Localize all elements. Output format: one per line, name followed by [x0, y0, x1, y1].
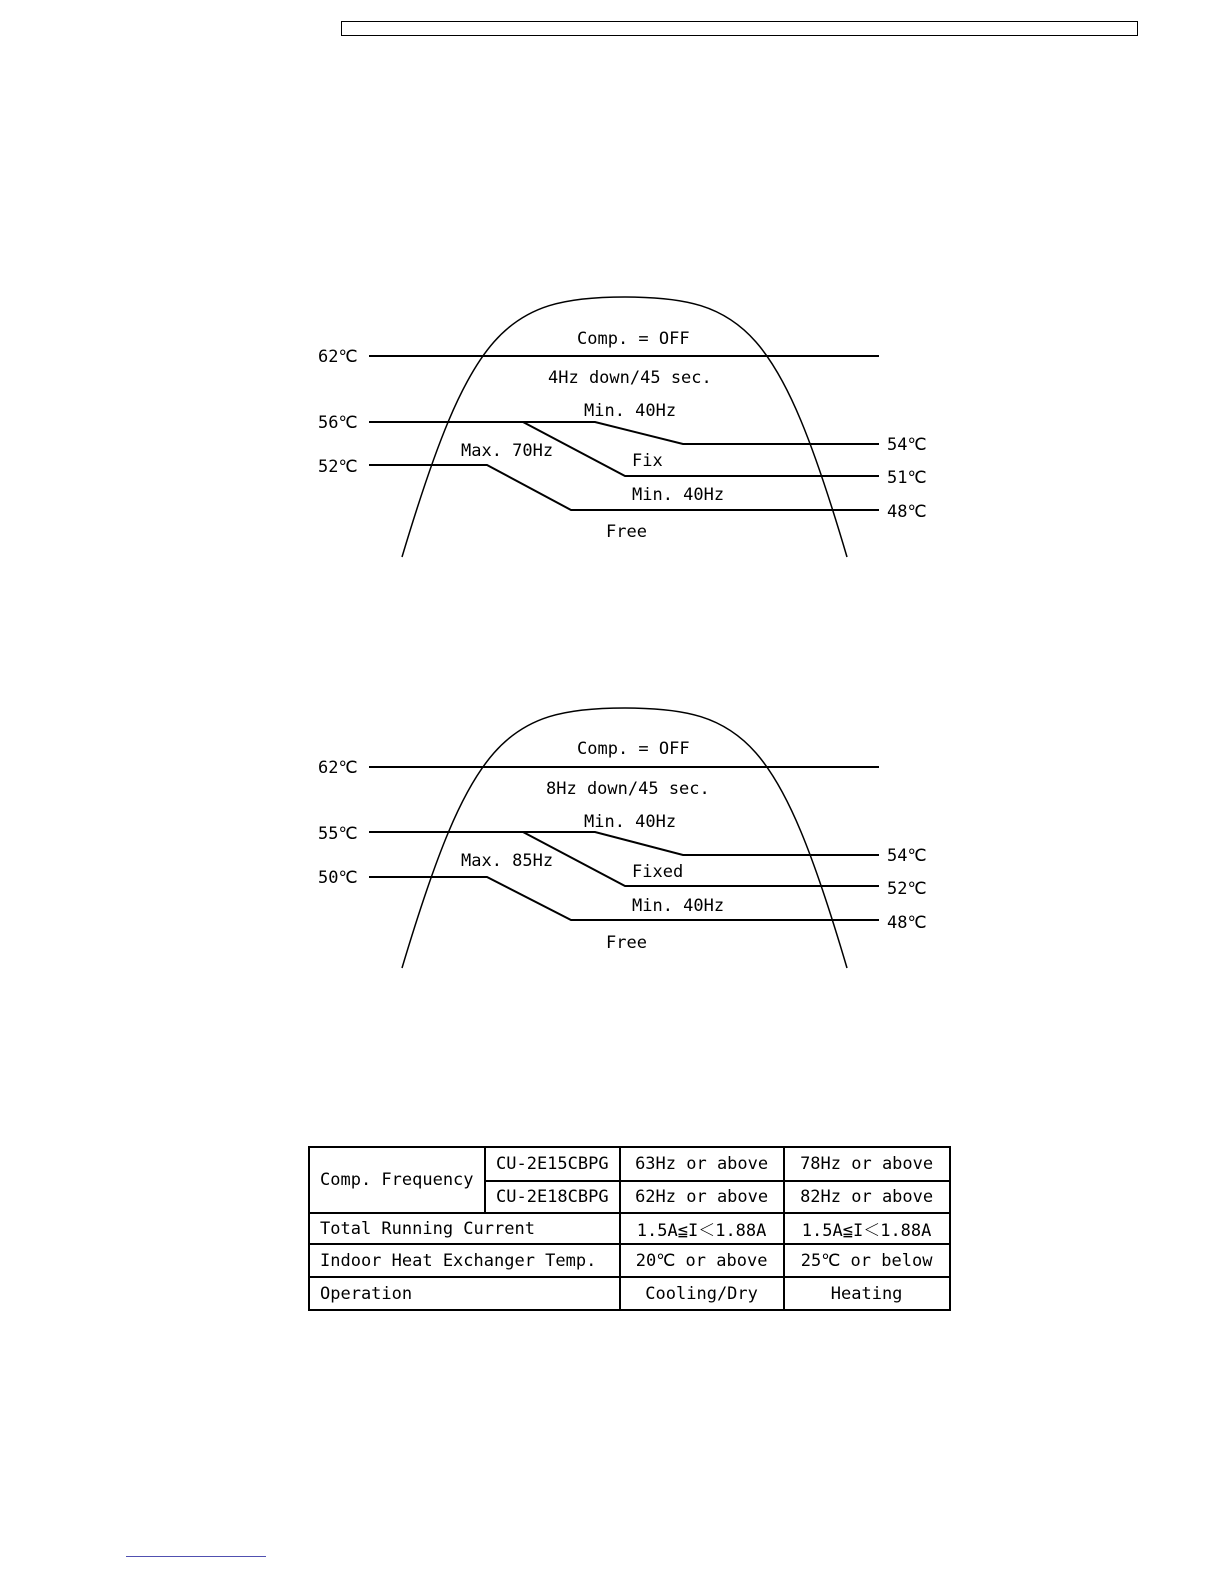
- left-label-3: 50℃: [318, 868, 358, 888]
- heating-value: 82Hz or above: [784, 1181, 950, 1213]
- table-row: [309, 1244, 950, 1277]
- zone-comp-off: Comp. = OFF: [577, 739, 690, 759]
- comp-frequency-label: Comp. Frequency: [309, 1147, 485, 1213]
- zone-min-lower: Min. 40Hz: [632, 485, 725, 505]
- zone-max: Max. 85Hz: [461, 851, 554, 871]
- line-mid-lower: [523, 832, 879, 886]
- left-label-1: 62℃: [318, 758, 358, 778]
- heating-value: 25℃ or below: [784, 1244, 950, 1277]
- table-row: [309, 1147, 950, 1181]
- left-label-2: 56℃: [318, 413, 358, 433]
- zone-min-upper: Min. 40Hz: [584, 812, 677, 832]
- protection-diagram-2: [0, 690, 1224, 990]
- zone-min-upper: Min. 40Hz: [584, 401, 677, 421]
- cooling-value: 62Hz or above: [620, 1181, 784, 1213]
- indoor-temp-label: Indoor Heat Exchanger Temp.: [309, 1244, 620, 1277]
- zone-min-lower: Min. 40Hz: [632, 896, 725, 916]
- right-label-2: 52℃: [887, 879, 927, 899]
- total-running-current-label: Total Running Current: [309, 1213, 620, 1244]
- cooling-value: 63Hz or above: [620, 1147, 784, 1181]
- zone-fix: Fix: [632, 451, 663, 471]
- right-label-3: 48℃: [887, 913, 927, 933]
- left-label-3: 52℃: [318, 457, 358, 477]
- footer-divider: [126, 1556, 266, 1557]
- cooling-value: 20℃ or above: [620, 1244, 784, 1277]
- right-label-1: 54℃: [887, 846, 927, 866]
- zone-free: Free: [606, 522, 647, 542]
- right-label-2: 51℃: [887, 468, 927, 488]
- zone-fix: Fixed: [632, 862, 684, 882]
- zone-free: Free: [606, 933, 647, 953]
- line-mid-lower: [523, 422, 879, 476]
- right-label-3: 48℃: [887, 502, 927, 522]
- right-label-1: 54℃: [887, 435, 927, 455]
- table-row: [309, 1213, 950, 1244]
- protection-diagram-1: [0, 280, 1224, 580]
- left-label-1: 62℃: [318, 347, 358, 367]
- heating-value: Heating: [784, 1277, 950, 1310]
- left-label-2: 55℃: [318, 824, 358, 844]
- table-row: [309, 1277, 950, 1310]
- model-name: CU-2E18CBPG: [485, 1181, 620, 1213]
- zone-max: Max. 70Hz: [461, 441, 554, 461]
- zone-comp-off: Comp. = OFF: [577, 329, 690, 349]
- operation-label: Operation: [309, 1277, 620, 1310]
- heating-value: 1.5A≦I＜1.88A: [784, 1213, 950, 1244]
- line-bottom: [369, 465, 879, 510]
- zone-down: 8Hz down/45 sec.: [546, 779, 710, 799]
- cooling-value: Cooling/Dry: [620, 1277, 784, 1310]
- line-bottom: [369, 877, 879, 920]
- condition-table: [308, 1146, 951, 1311]
- header-box: [341, 21, 1138, 36]
- heating-value: 78Hz or above: [784, 1147, 950, 1181]
- cooling-value: 1.5A≦I＜1.88A: [620, 1213, 784, 1244]
- zone-down: 4Hz down/45 sec.: [548, 368, 712, 388]
- model-name: CU-2E15CBPG: [485, 1147, 620, 1181]
